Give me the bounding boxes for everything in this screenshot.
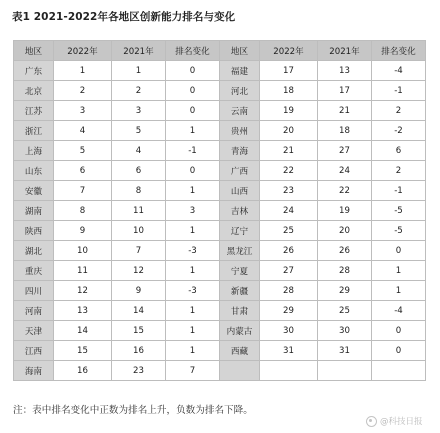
cell-rank-2022: 13 (54, 301, 112, 321)
cell-rank-change: 1 (372, 281, 426, 301)
cell-rank-2022: 22 (260, 161, 318, 181)
cell-rank-change: 1 (166, 181, 220, 201)
cell-rank-change: -5 (372, 221, 426, 241)
cell-region: 天津 (14, 321, 54, 341)
cell-region: 江西 (14, 341, 54, 361)
cell-region: 陕西 (14, 221, 54, 241)
header-region: 地区 (220, 41, 260, 61)
cell-rank-2021: 15 (112, 321, 166, 341)
cell-rank-2022: 31 (260, 341, 318, 361)
cell-rank-2022: 21 (260, 141, 318, 161)
table-row (14, 101, 426, 121)
cell-region: 四川 (14, 281, 54, 301)
cell-region: 山西 (220, 181, 260, 201)
watermark-text: @科技日报 (380, 417, 423, 427)
cell-region: 宁夏 (220, 261, 260, 281)
header-2021: 2021年 (318, 41, 372, 61)
cell-rank-2021: 30 (318, 321, 372, 341)
cell-rank-change: 0 (166, 61, 220, 81)
cell-rank-2022: 28 (260, 281, 318, 301)
cell-rank-change: 7 (166, 361, 220, 381)
cell-rank-2022: 23 (260, 181, 318, 201)
cell-region: 广西 (220, 161, 260, 181)
table-row (14, 201, 426, 221)
cell-rank-change: 1 (372, 261, 426, 281)
cell-region: 贵州 (220, 121, 260, 141)
cell-rank-2021: 14 (112, 301, 166, 321)
cell-rank-2021: 24 (318, 161, 372, 181)
cell-region: 上海 (14, 141, 54, 161)
cell-rank-2021: 31 (318, 341, 372, 361)
cell-rank-change: 0 (372, 321, 426, 341)
cell-rank-2021: 6 (112, 161, 166, 181)
cell-rank-change: -5 (372, 201, 426, 221)
cell-rank-change: 3 (166, 201, 220, 221)
cell-rank-2022: 18 (260, 81, 318, 101)
cell-rank-change: -4 (372, 61, 426, 81)
cell-rank-2021: 17 (318, 81, 372, 101)
ranking-table (13, 40, 426, 381)
cell-rank-2022: 27 (260, 261, 318, 281)
table-row (14, 221, 426, 241)
cell-rank-2021: 2 (112, 81, 166, 101)
cell-region: 青海 (220, 141, 260, 161)
cell-region: 浙江 (14, 121, 54, 141)
cell-rank-2021: 4 (112, 141, 166, 161)
cell-region: 广东 (14, 61, 54, 81)
cell-rank-change (372, 361, 426, 381)
cell-region: 湖南 (14, 201, 54, 221)
watermark (366, 415, 423, 427)
cell-rank-2021: 5 (112, 121, 166, 141)
table-row (14, 281, 426, 301)
cell-region: 江苏 (14, 101, 54, 121)
cell-rank-2022: 19 (260, 101, 318, 121)
cell-rank-2022: 4 (54, 121, 112, 141)
table-header-row (14, 41, 426, 61)
cell-rank-2021: 27 (318, 141, 372, 161)
header-2021: 2021年 (112, 41, 166, 61)
cell-region: 北京 (14, 81, 54, 101)
cell-rank-change: -1 (166, 141, 220, 161)
header-change: 排名变化 (166, 41, 220, 61)
cell-rank-2021: 16 (112, 341, 166, 361)
cell-rank-2022: 11 (54, 261, 112, 281)
cell-rank-2022: 16 (54, 361, 112, 381)
cell-region: 云南 (220, 101, 260, 121)
cell-region: 西藏 (220, 341, 260, 361)
cell-rank-2021: 22 (318, 181, 372, 201)
cell-rank-change: -2 (372, 121, 426, 141)
cell-region: 海南 (14, 361, 54, 381)
cell-rank-2021: 18 (318, 121, 372, 141)
cell-rank-2022: 3 (54, 101, 112, 121)
cell-rank-2021: 3 (112, 101, 166, 121)
cell-rank-2022: 29 (260, 301, 318, 321)
cell-rank-2022: 7 (54, 181, 112, 201)
header-region: 地区 (14, 41, 54, 61)
cell-rank-2022: 25 (260, 221, 318, 241)
table-row (14, 361, 426, 381)
cell-region: 重庆 (14, 261, 54, 281)
header-change: 排名变化 (372, 41, 426, 61)
cell-rank-2021: 21 (318, 101, 372, 121)
cell-region: 吉林 (220, 201, 260, 221)
cell-rank-2021: 19 (318, 201, 372, 221)
cell-rank-2022: 2 (54, 81, 112, 101)
cell-rank-2022: 14 (54, 321, 112, 341)
cell-rank-2022: 8 (54, 201, 112, 221)
cell-rank-change: 1 (166, 321, 220, 341)
table-row (14, 321, 426, 341)
cell-rank-change: 0 (372, 241, 426, 261)
cell-region: 河南 (14, 301, 54, 321)
cell-region: 甘肃 (220, 301, 260, 321)
cell-rank-2022: 24 (260, 201, 318, 221)
table-row (14, 61, 426, 81)
cell-rank-2022: 6 (54, 161, 112, 181)
cell-region: 河北 (220, 81, 260, 101)
cell-region: 内蒙古 (220, 321, 260, 341)
cell-rank-change: 1 (166, 121, 220, 141)
table-row (14, 301, 426, 321)
cell-rank-2021: 25 (318, 301, 372, 321)
header-2022: 2022年 (54, 41, 112, 61)
cell-rank-2021: 7 (112, 241, 166, 261)
cell-rank-2022: 15 (54, 341, 112, 361)
footnote: 注：表中排名变化中正数为排名上升，负数为排名下降。 (13, 405, 253, 416)
cell-region: 安徽 (14, 181, 54, 201)
cell-rank-change: 0 (166, 161, 220, 181)
cell-rank-change: 0 (372, 341, 426, 361)
cell-rank-2021: 1 (112, 61, 166, 81)
cell-rank-2021: 11 (112, 201, 166, 221)
cell-rank-change: 1 (166, 261, 220, 281)
cell-rank-change: 2 (372, 161, 426, 181)
table-row (14, 121, 426, 141)
cell-rank-2021: 10 (112, 221, 166, 241)
cell-rank-2022: 30 (260, 321, 318, 341)
cell-rank-change: 0 (166, 81, 220, 101)
cell-rank-2021: 9 (112, 281, 166, 301)
cell-rank-change: 2 (372, 101, 426, 121)
table-row (14, 241, 426, 261)
table-row (14, 161, 426, 181)
cell-region: 湖北 (14, 241, 54, 261)
cell-rank-change: -1 (372, 81, 426, 101)
cell-rank-2021: 29 (318, 281, 372, 301)
cell-rank-change: 1 (166, 221, 220, 241)
cell-rank-2021: 13 (318, 61, 372, 81)
cell-rank-2021: 20 (318, 221, 372, 241)
header-2022: 2022年 (260, 41, 318, 61)
cell-region: 黑龙江 (220, 241, 260, 261)
cell-rank-2021: 23 (112, 361, 166, 381)
table-row (14, 341, 426, 361)
cell-rank-2022: 5 (54, 141, 112, 161)
table-row (14, 181, 426, 201)
weibo-logo-icon (366, 416, 377, 427)
cell-rank-2021: 8 (112, 181, 166, 201)
cell-region: 新疆 (220, 281, 260, 301)
cell-rank-change: 1 (166, 301, 220, 321)
table-row (14, 141, 426, 161)
cell-rank-change: 0 (166, 101, 220, 121)
table-title: 表1 2021-2022年各地区创新能力排名与变化 (12, 11, 236, 23)
cell-rank-2021: 28 (318, 261, 372, 281)
cell-rank-2021: 26 (318, 241, 372, 261)
cell-rank-2022: 10 (54, 241, 112, 261)
cell-rank-2022: 20 (260, 121, 318, 141)
cell-region (220, 361, 260, 381)
cell-rank-2021 (318, 361, 372, 381)
cell-rank-2022: 1 (54, 61, 112, 81)
cell-rank-change: -3 (166, 241, 220, 261)
cell-rank-2022: 9 (54, 221, 112, 241)
cell-rank-change: -3 (166, 281, 220, 301)
cell-rank-2022: 26 (260, 241, 318, 261)
cell-rank-change: -1 (372, 181, 426, 201)
cell-rank-2022: 12 (54, 281, 112, 301)
cell-rank-2022: 17 (260, 61, 318, 81)
cell-rank-2022 (260, 361, 318, 381)
cell-rank-2021: 12 (112, 261, 166, 281)
cell-region: 山东 (14, 161, 54, 181)
table-row (14, 81, 426, 101)
cell-rank-change: -4 (372, 301, 426, 321)
cell-rank-change: 1 (166, 341, 220, 361)
cell-region: 辽宁 (220, 221, 260, 241)
cell-region: 福建 (220, 61, 260, 81)
cell-rank-change: 6 (372, 141, 426, 161)
table-row (14, 261, 426, 281)
